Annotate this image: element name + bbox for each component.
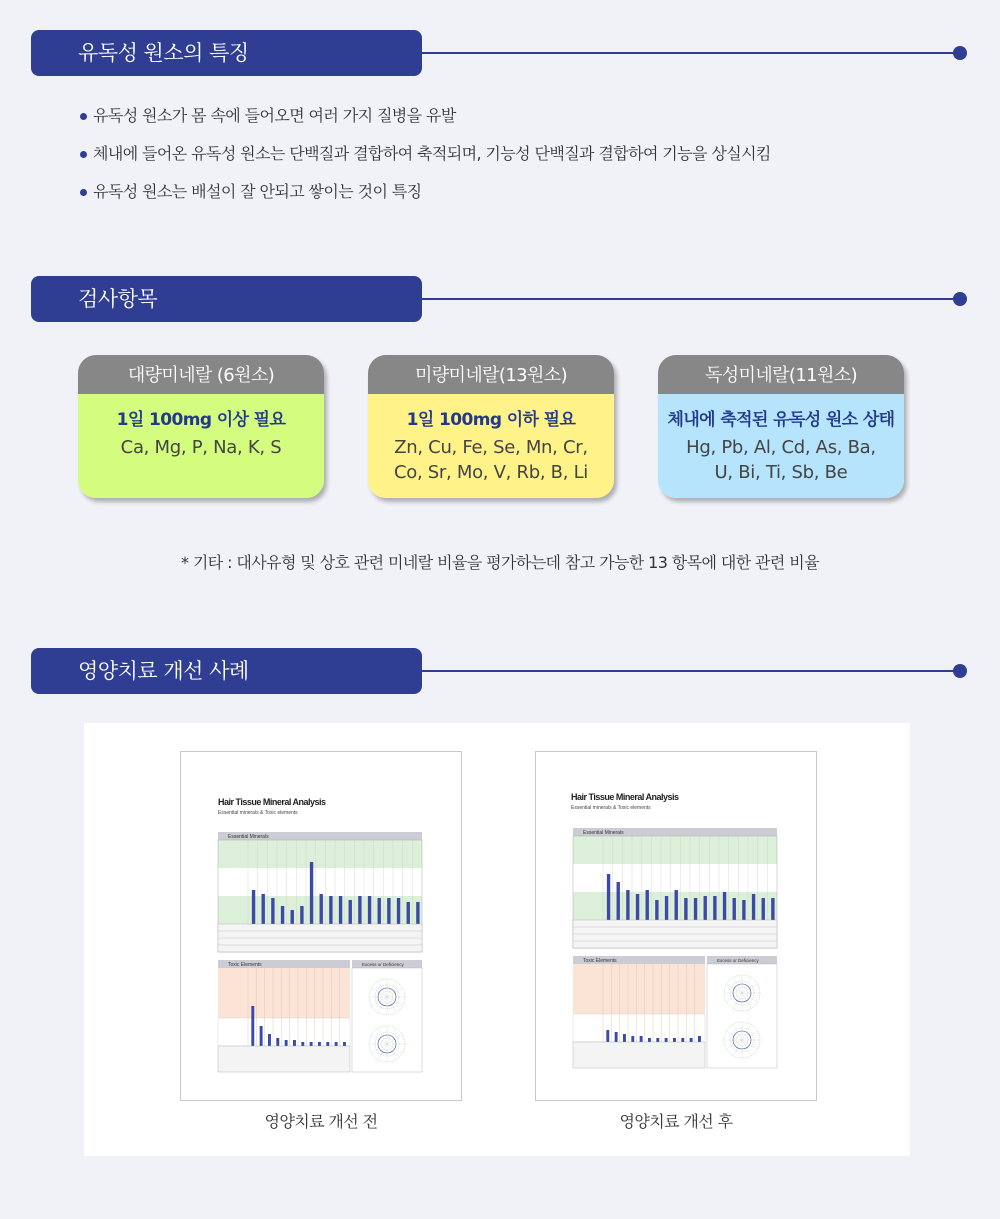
section-header-features [31,30,967,76]
report-subtitle: Essential minerals & Toxic elements [218,810,298,816]
list-item: 체내에 들어온 유독성 원소는 단백질과 결합하여 축적되며, 기능성 단백질과 결합하여 기능을 상실시킴 [80,142,771,180]
section-title: 유독성 원소의 특징 [31,30,422,76]
report-title: Hair Tissue Mineral Analysis [571,792,679,802]
chart-bar [631,1036,634,1042]
chart-bar [268,1034,271,1046]
chart-bar [646,890,649,920]
chart-bar [368,896,371,924]
chart-bar [301,1042,304,1046]
zone-high [573,964,705,1014]
section-title: 검사항목 [31,276,422,322]
chart-bar [416,902,419,924]
section-dot-icon [953,292,967,306]
zone-reference [573,864,777,892]
chart-bar [310,862,313,924]
chart-bar [733,898,736,920]
chart-bar [318,1042,321,1046]
chart-bar [656,1038,659,1042]
report-title: Hair Tissue Mineral Analysis [218,797,326,807]
list-item: 유독성 원소는 배설이 잘 안되고 쌓이는 것이 특징 [80,180,771,218]
card-elements: Zn, Cu, Fe, Se, Mn, Cr, Co, Sr, Mo, V, Rb, B, Li [393,437,589,483]
chart-bar [378,898,381,924]
chart-bar [397,898,400,924]
card-macro-minerals [78,355,324,498]
card-requirement: 1일 100mg 이하 필요 [406,410,576,430]
section-divider [422,298,961,300]
card-trace-minerals [368,355,614,498]
chart-bar [704,896,707,920]
chart-bar [607,874,610,920]
chart-bar [335,1042,338,1046]
footnote: * 기타 : 대사유형 및 상호 관련 미네랄 비율을 평가하는데 참고 가능한 13 항목에 대한 관련 비율 [181,553,819,572]
card-elements: Hg, Pb, Al, Cd, As, Ba, U, Bi, Ti, Sb, Be [686,437,876,483]
chart-bar [723,892,726,920]
report-after [535,751,817,1101]
chart-bar [339,896,342,924]
chart-bar [648,1038,651,1042]
chart-bar [673,1038,676,1042]
chart-bar [615,1032,618,1042]
chart-bar [407,902,410,924]
chart-bar [285,1040,288,1046]
chart-bar [694,898,697,920]
panel-title: Toxic Elements [583,958,617,964]
panel-title: Essential Minerals [583,830,624,836]
chart-bar [271,898,274,924]
section-title: 영양치료 개선 사례 [31,648,422,694]
chart-bar [684,898,687,920]
chart-bar [300,906,303,924]
chart-bar [329,896,332,924]
chart-bar [349,900,352,924]
chart-bar [698,1036,701,1042]
chart-bar [752,894,755,920]
chart-bar [636,894,639,920]
chart-bar [626,890,629,920]
card-title: 독성미네랄(11원소) [658,355,904,394]
panel-title: Excess or Deficiency [717,958,759,963]
zone-high [218,840,422,868]
card-requirement: 1일 100mg 이상 필요 [116,410,286,430]
chart-bar [655,900,658,920]
chart-bar [252,890,255,924]
chart-bar [771,898,774,920]
zone-reference [218,1018,350,1046]
card-toxic-minerals [658,355,904,498]
caption-after: 영양치료 개선 후 [619,1112,733,1131]
zone-reference [218,868,422,896]
section-dot-icon [953,664,967,678]
card-title: 대량미네랄 (6원소) [78,355,324,394]
chart-bar [606,1030,609,1042]
table-block [218,1046,350,1072]
chart-bar [713,896,716,920]
report-before [180,751,462,1101]
chart-bar [343,1042,346,1046]
features-list [80,104,771,218]
card-body [78,394,324,498]
chart-bar [681,1038,684,1042]
chart-bar [640,1036,643,1042]
panel-title: Essential Minerals [228,834,269,840]
chart-bar [762,898,765,920]
chart-bar [291,910,294,924]
chart-bar [387,898,390,924]
zone-reference [573,1014,705,1042]
case-comparison [84,723,910,1156]
report-subtitle: Essential minerals & Toxic elements [571,805,651,811]
chart-bar [326,1042,329,1046]
chart-bar [742,900,745,920]
panel-title: Excess or Deficiency [362,962,404,967]
chart-bar [675,890,678,920]
chart-bar [623,1034,626,1042]
caption-before: 영양치료 개선 전 [264,1112,378,1131]
list-item: 유독성 원소가 몸 속에 들어오면 여러 가지 질병을 유발 [80,104,771,142]
section-divider [422,670,961,672]
card-body [368,394,614,498]
chart-bar [262,894,265,924]
chart-bar [281,906,284,924]
zone-high [573,836,777,864]
card-body [658,394,904,498]
chart-bar [276,1038,279,1046]
panel-title: Toxic Elements [228,962,262,968]
zone-high [218,968,350,1018]
chart-bar [310,1042,313,1046]
chart-bar [358,896,361,924]
chart-bar [293,1040,296,1046]
chart-bar [251,1006,254,1046]
section-header-tests [31,276,967,322]
chart-bar [665,896,668,920]
card-elements: Ca, Mg, P, Na, K, S [120,437,282,458]
chart-bar [665,1038,668,1042]
section-divider [422,52,961,54]
chart-bar [690,1038,693,1042]
chart-bar [320,894,323,924]
card-requirement: 체내에 축적된 유독성 원소 상태 [667,410,895,430]
card-title: 미량미네랄(13원소) [368,355,614,394]
chart-bar [617,882,620,920]
section-header-cases [31,648,967,694]
section-dot-icon [953,46,967,60]
chart-bar [260,1026,263,1046]
table-block [573,1042,705,1068]
